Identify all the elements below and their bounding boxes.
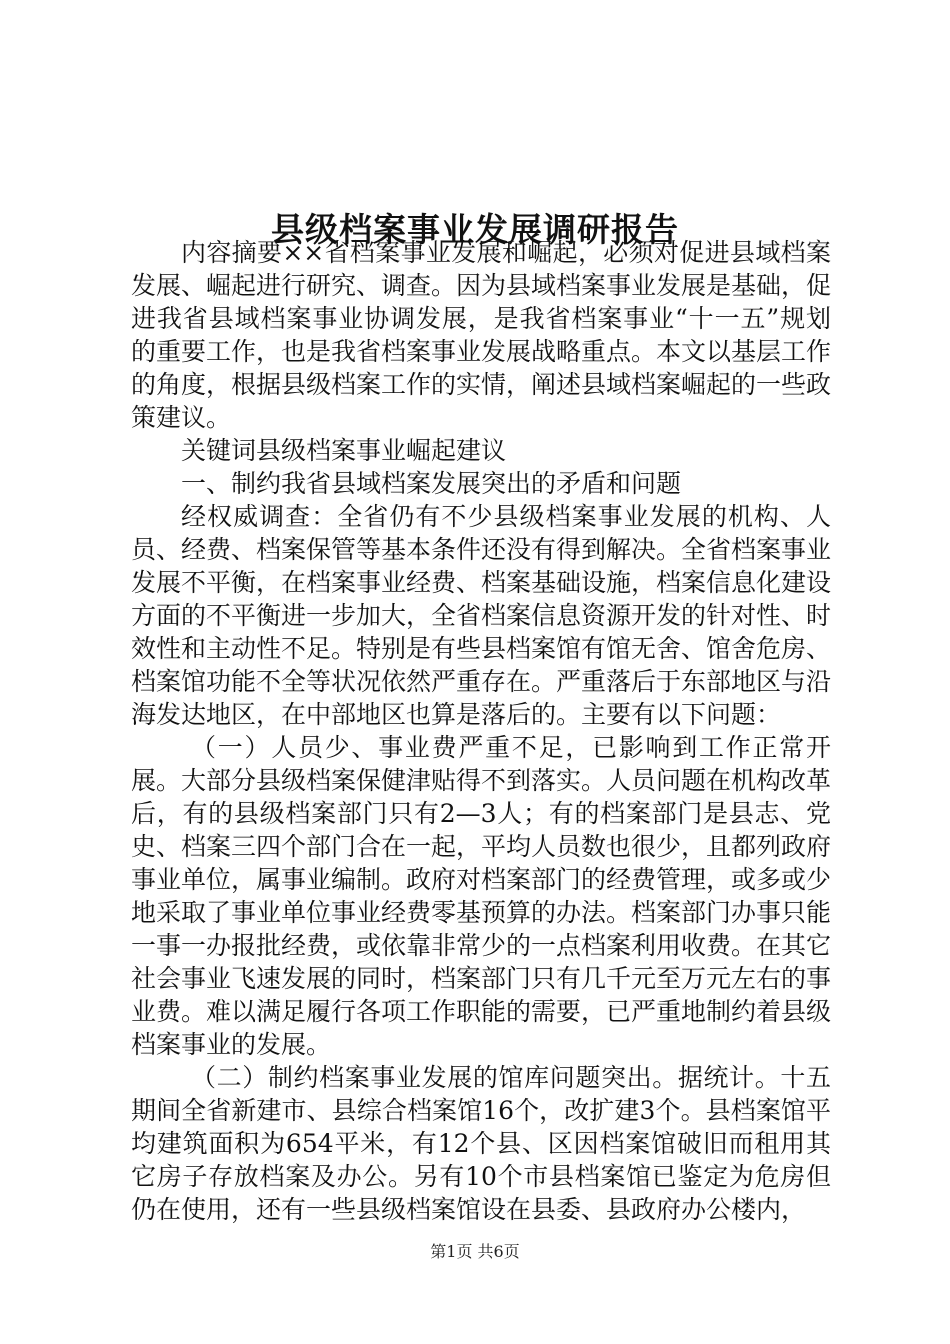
body-paragraph: （二）制约档案事业发展的馆库问题突出。据统计。十五期间全省新建市、县综合档案馆16个，改扩建3个。县档案馆平均建筑面积为654平米，有12个县、区因档案馆破旧而租用其它房子存放档案及办公。另有10个市县档案馆已鉴定为危房但仍在使用，还有一些县级档案馆设在县委、县政府办公楼内， bbox=[131, 1063, 831, 1224]
body-paragraph: （一）人员少、事业费严重不足，已影响到工作正常开展。大部分县级档案保健津贴得不到落实。人员问题在机构改革后，有的县级档案部门只有2—3人；有的档案部门是县志、党史、档案三四个部门合在一起，平均人员数也很少，且都列政府事业单位，属事业编制。政府对档案部门的经费管理，或多或少地采取了事业单位事业经费零基预算的办法。档案部门办事只能一事一办报批经费，或依靠非常少的一点档案利用收费。在其它社会事业飞速发展的同时，档案部门只有几千元至万元左右的事业费。难以满足履行各项工作职能的需要，已严重地制约着县级档案事业的发展。 bbox=[131, 733, 832, 1059]
document-body bbox=[131, 236, 831, 1226]
abstract-paragraph: 内容摘要××省档案事业发展和崛起，必须对促进县域档案发展、崛起进行研究、调查。因为县域档案事业发展是基础，促进我省县域档案事业协调发展，是我省档案事业“十一五”规划的重要工作，也是我省档案事业发展战略重点。本文以基层工作的角度，根据县级档案工作的实情，阐述县域档案崛起的一些政策建议。 bbox=[131, 238, 832, 432]
section-heading: 一、制约我省县域档案发展突出的矛盾和问题 bbox=[181, 469, 682, 498]
body-paragraph: 经权威调查：全省仍有不少县级档案事业发展的机构、人员、经费、档案保管等基本条件还没有得到解决。全省档案事业发展不平衡，在档案事业经费、档案基础设施，档案信息化建设方面的不平衡进一步加大，全省档案信息资源开发的针对性、时效性和主动性不足。特别是有些县档案馆有馆无舍、馆舍危房、档案馆功能不全等状况依然严重存在。严重落后于东部地区与沿海发达地区，在中部地区也算是落后的。主要有以下问题： bbox=[131, 502, 832, 729]
document-title: 县级档案事业发展调研报告 bbox=[271, 210, 679, 250]
page-footer: 第1页 共6页 bbox=[430, 1242, 520, 1261]
keywords-paragraph: 关键词县级档案事业崛起建议 bbox=[181, 436, 507, 465]
